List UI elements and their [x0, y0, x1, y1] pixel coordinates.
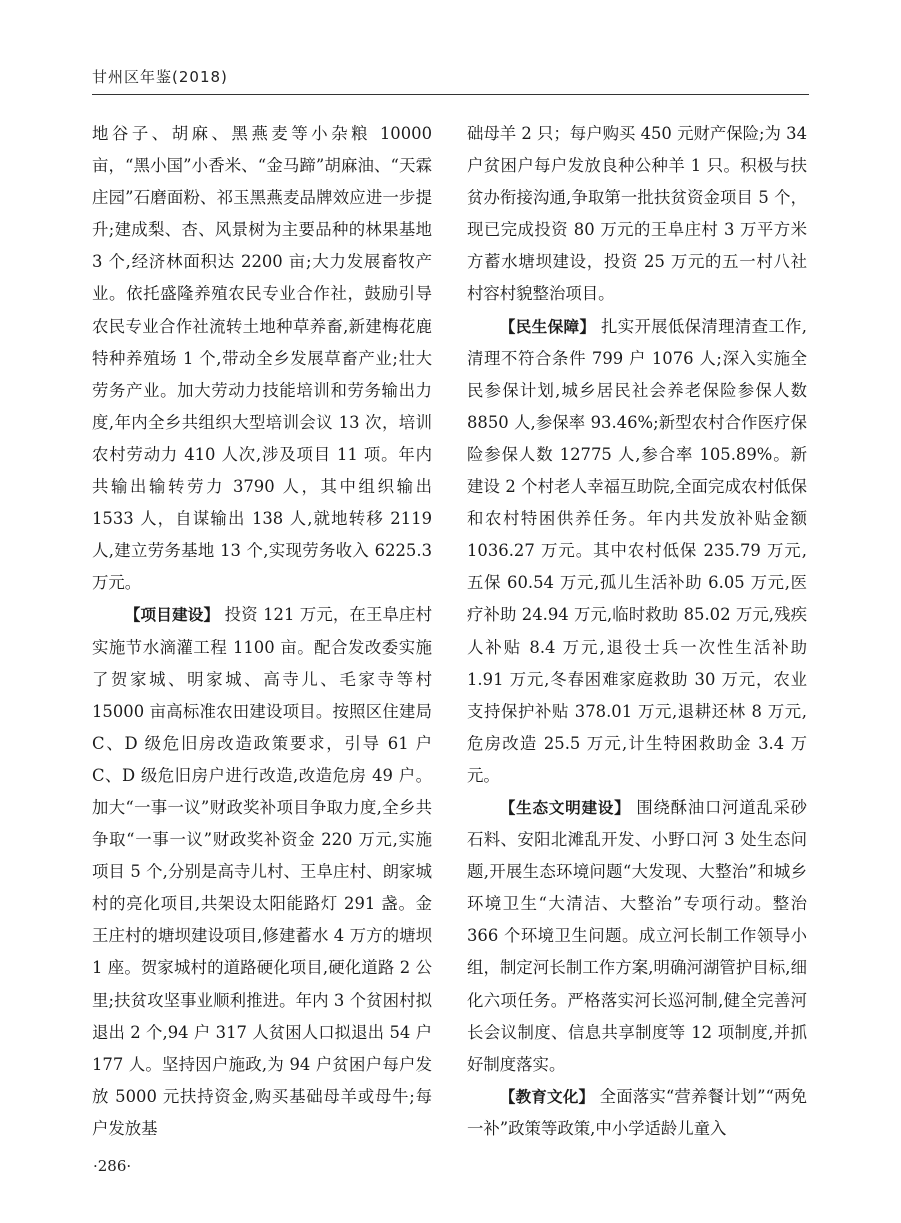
- livelihood-paragraph: [467, 311, 807, 792]
- eco-paragraph: [467, 792, 807, 1081]
- page-number: ·286·: [93, 1157, 132, 1175]
- eco-heading: 【生态文明建设】: [499, 798, 631, 817]
- livelihood-heading: 【民生保障】: [499, 317, 596, 336]
- project-paragraph: [92, 599, 432, 1145]
- agriculture-paragraph: 地谷子、胡麻、黑燕麦等小杂粮 10000 亩，“黑小国”小香米、“金马蹄”胡麻油、“天霖庄园”石磨面粉、祁玉黑燕麦品牌效应进一步提升;建成梨、杏、风景树为主要品种的林果基地 3 个,经济林面积达 2200 亩;大力发展畜牧产业。依托盛隆养殖农民专业合作社，鼓励引导农民专业合作社流转土地种草养畜,新建梅花鹿特种养殖场 1 个,带动全乡发展草畜产业;壮大劳务产业。加大劳动力技能培训和劳务输出力度,年内全乡共组织大型培训会议 13 次，培训农村劳动力 410 人次,涉及项目 11 项。年内共输出输转劳力 3790 人，其中组织输出 1533 人，自谋输出 138 人,就地转移 2119 人,建立劳务基地 13 个,实现劳务收入 6225.3 万元。: [92, 124, 432, 593]
- project-heading: 【项目建设】: [124, 606, 220, 625]
- livelihood-text: 扎实开展低保清理清查工作,清理不符合条件 799 户 1076 人;深入实施全民参保计划,城乡居民社会养老保险参保人数 8850 人,参保率 93.46%;新型农村合作医疗保险参保人数 12775 人,参合率 105.89%。新建设 2 个村老人幸福互助院,全面完成农村低保和农村特困供养任务。年内共发放补贴金额 1036.27 万元。其中农村低保 235.79 万元,五保 60.54 万元,孤儿生活补助 6.05 万元,医疗补助 24.94 万元,临时救助 85.02 万元,残疾人补贴 8.4 万元,退役士兵一次性生活补助 1.91 万元,冬春困难家庭救助 30 万元，农业支持保护补贴 378.01 万元,退耕还林 8 万元,危房改造 25.5 万元,计生特困救助金 3.4 万元。: [467, 316, 807, 785]
- poverty-continuation-paragraph: 础母羊 2 只；每户购买 450 元财产保险;为 34 户贫困户每户发放良种公种羊 1 只。积极与扶贫办衔接沟通,争取第一批扶贫资金项目 5 个，现已完成投资 80 万元的王阜庄村 3 万平方米方蓄水塘坝建设，投资 25 万元的五一村八社村容村貌整治项目。: [467, 124, 808, 304]
- edu-text: 全面落实“营养餐计划”“两免一补”政策等政策,中小学适龄儿童入: [467, 1086, 807, 1138]
- edu-heading: 【教育文化】: [499, 1087, 595, 1106]
- header-rule: [92, 94, 809, 95]
- eco-text: 围绕酥油口河道乱采砂石料、安阳北滩乱开发、小野口河 3 处生态问题,开展生态环境问题“大发现、大整治”和城乡环境卫生“大清洁、大整治”专项行动。整治 366 个环境卫生问题。成立河长制工作领导小组，制定河长制工作方案,明确河湖管护目标,细化六项任务。严格落实河长巡河制,健全完善河长会议制度、信息共享制度等 12 项制度,并抓好制度落实。: [467, 797, 807, 1074]
- right-column: [467, 118, 807, 1145]
- left-column: [92, 118, 432, 1145]
- running-header: 甘州区年鉴(2018): [92, 68, 228, 86]
- edu-paragraph: [467, 1081, 807, 1145]
- project-text: 投资 121 万元，在王阜庄村实施节水滴灌工程 1100 亩。配合发改委实施了贺家城、明家城、高寺儿、毛家寺等村 15000 亩高标准农田建设项目。按照区住建局 C、D 级危旧房改造政策要求，引导 61 户 C、D 级危旧房户进行改造,改造危房 49 户。加大“一事一议”财政奖补项目争取力度,全乡共争取“一事一议”财政奖补资金 220 万元,实施项目 5 个,分别是高寺儿村、王阜庄村、朗家城村的亮化项目,共架设太阳能路灯 291 盏。金王庄村的塘坝建设项目,修建蓄水 4 万方的塘坝 1 座。贺家城村的道路硬化项目,硬化道路 2 公里;扶贫攻坚事业顺利推进。年内 3 个贫困村拟退出 2 个,94 户 317 人贫困人口拟退出 54 户 177 人。坚持因户施政,为 94 户贫困户每户发放 5000 元扶持资金,购买基础母羊或母牛;每户发放基: [92, 605, 432, 1138]
